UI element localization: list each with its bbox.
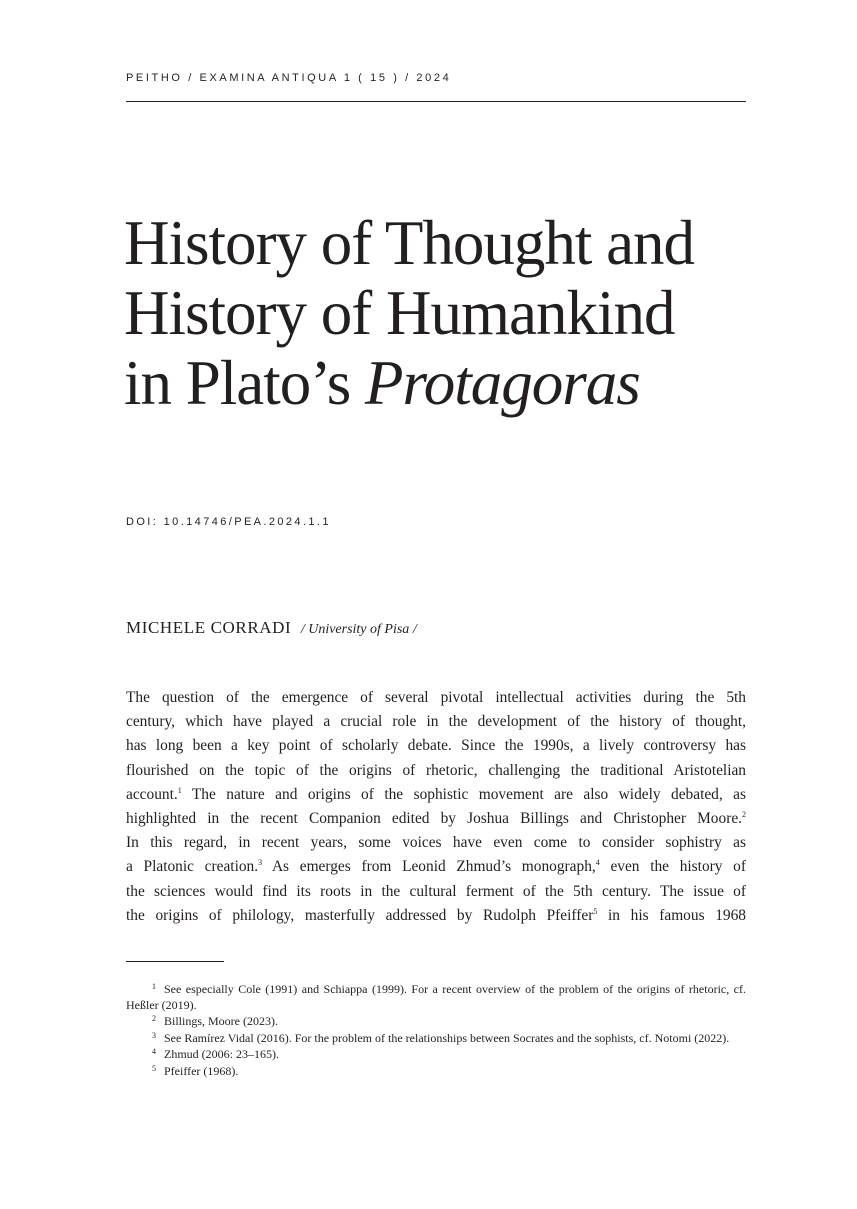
body-line-6 <box>126 807 746 831</box>
header-rule <box>126 101 746 102</box>
body-text-segment: As emerges from Leonid Zhmud’s monograph, <box>262 858 596 876</box>
body-line-3: has long been a key point of scholarly debate. Since the 1990s, a lively controversy has <box>126 737 746 755</box>
author-affiliation <box>297 622 416 637</box>
running-head: PEITHO / EXAMINA ANTIQUA 1 ( 15 ) / 2024 <box>126 72 452 84</box>
title-line-1: History of Thought and <box>124 208 695 278</box>
body-line-10 <box>126 904 746 928</box>
body-line-4: flourished on the topic of the origins of rhetoric, challenging the traditional Aristotelian <box>126 761 746 779</box>
footnote-5 <box>126 1064 746 1080</box>
footnote-number: 5 <box>152 1063 156 1073</box>
footnotes <box>126 982 746 1080</box>
footnote-ref-2[interactable]: 2 <box>742 810 746 820</box>
doi-link[interactable]: DOI: 10.14746/PEA.2024.1.1 <box>126 516 331 528</box>
body-paragraph <box>126 686 746 928</box>
body-line-5 <box>126 783 746 807</box>
footnote-number: 3 <box>152 1030 156 1040</box>
body-line-8 <box>126 855 746 879</box>
title-italic-protagoras: Protagoras <box>365 348 640 418</box>
footnote-text: See Ramírez Vidal (2016). For the problem of the relationships between Socrates and the sophists, cf. Notomi (2022). <box>164 1030 730 1045</box>
footnote-text: Billings, Moore (2023). <box>164 1014 278 1028</box>
author-line <box>126 618 417 638</box>
body-text-segment: a Platonic creation. <box>126 858 259 876</box>
footnote-text: See especially Cole (1991) and Schiappa (1999). For a recent overview of the problem of the origins of rhetoric, cf. Heßler (2019). <box>126 982 746 1012</box>
body-text-segment: even the history of <box>599 858 746 876</box>
footnote-2 <box>126 1014 746 1030</box>
footnote-3 <box>126 1031 746 1047</box>
body-text-segment: account. <box>126 785 178 803</box>
body-text-segment: highlighted in the recent Companion edited by Joshua Billings and Christopher Moore. <box>126 810 742 828</box>
footnote-ref-5[interactable]: 5 <box>593 906 598 916</box>
footnote-number: 2 <box>152 1014 156 1023</box>
footnote-text: Zhmud (2006: 23–165). <box>164 1047 279 1061</box>
title-line-2: History of Humankind <box>124 278 675 348</box>
affiliation-name: University of Pisa <box>308 622 410 637</box>
article-title <box>124 208 764 418</box>
footnote-1 <box>126 982 746 1013</box>
body-line-7: In this regard, in recent years, some voices have even come to consider sophistry as <box>126 834 746 852</box>
body-line-9: the sciences would find its roots in the cultural ferment of the 5th century. The issue of <box>126 882 746 900</box>
author-name: MICHELE CORRADI <box>126 618 292 637</box>
body-line-1: The question of the emergence of several pivotal intellectual activities during the 5th <box>126 689 746 706</box>
footnote-ref-3[interactable]: 3 <box>258 858 263 868</box>
body-text-segment: in his famous 1968 <box>597 906 746 924</box>
title-line-3 <box>124 348 764 418</box>
footnote-ref-4[interactable]: 4 <box>595 858 600 868</box>
footnote-4 <box>126 1047 746 1063</box>
footnote-rule <box>126 961 224 962</box>
affiliation-close: / <box>409 622 417 637</box>
body-text-segment: The nature and origins of the sophistic movement are also widely debated, as <box>181 785 746 803</box>
footnote-number: 4 <box>152 1047 156 1056</box>
footnote-number: 1 <box>152 982 156 991</box>
title-line-3-prefix: in Plato’s <box>124 348 366 418</box>
body-line-2: century, which have played a crucial role in the development of the history of thought, <box>126 713 746 731</box>
affiliation-open: / <box>297 622 309 637</box>
footnote-ref-1[interactable]: 1 <box>177 785 182 795</box>
footnote-text: Pfeiffer (1968). <box>164 1063 239 1078</box>
body-text-segment: the origins of philology, masterfully addressed by Rudolph Pfeiffer <box>126 906 594 924</box>
